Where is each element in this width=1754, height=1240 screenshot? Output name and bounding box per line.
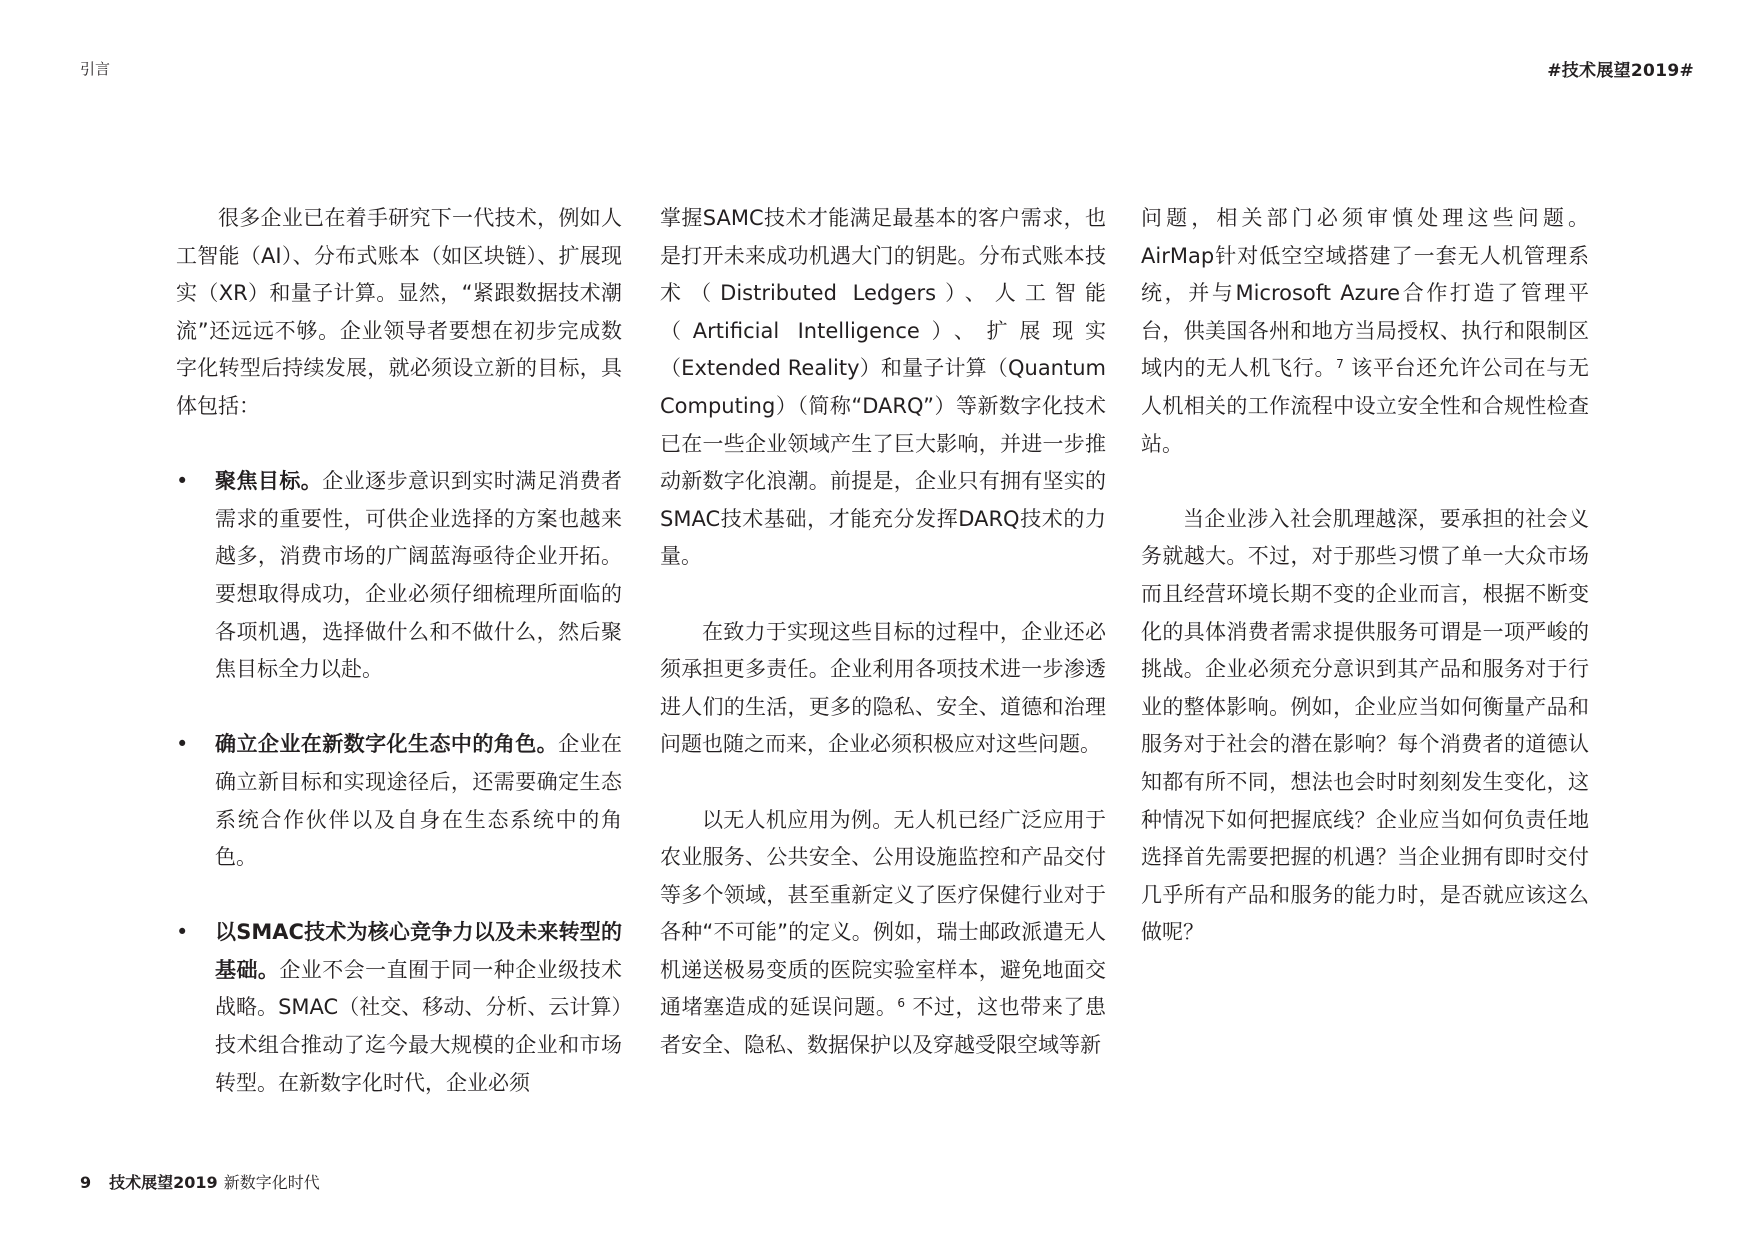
darq-paragraph: 掌握SAMC技术才能满足最基本的客户需求，也是打开未来成功机遇大门的钥匙。分布式账本技术（Distributed Ledgers）、人工智能（Artificial Intelligence）、扩展现实（Extended Reality）和量子计算（Quantum Computing）（简称“DARQ”）等新数字化技术已在一些企业领域产生了巨大影响，并进一步推动新数字化浪潮。前提是，企业只有拥有坚实的SMAC技术基础，才能充分发挥DARQ技术的力量。 [660, 206, 1106, 569]
intro-paragraph: 很多企业已在着手研究下一代技术，例如人工智能（AI）、分布式账本（如区块链）、扩展现实（XR）和量子计算。显然，“紧跟数据技术潮流”还远远不够。企业领导者要想在初步完成数字化转型后持续发展，就必须设立新的目标，具体包括： [176, 206, 622, 418]
column-3 [1141, 200, 1589, 989]
drone-paragraph [660, 802, 1106, 1065]
airmap-text-2: 该平台还允许公司在与无人机相关的工作流程中设立安全性和合规性检查站。 [1141, 356, 1589, 456]
bullet-icon: • [176, 732, 189, 757]
airmap-paragraph [1141, 200, 1589, 463]
footnote-ref-7[interactable]: 7 [1336, 357, 1344, 372]
column-1 [176, 200, 622, 1140]
bullet-lead: 聚焦目标。 [215, 469, 323, 494]
column-2 [660, 200, 1106, 1102]
footnote-ref-6[interactable]: 6 [897, 996, 906, 1011]
airmap-text-1: 问题，相关部门必须审慎处理这些问题。AirMap针对低空空域搭建了一套无人机管理系统，并与Microsoft Azure合作打造了管理平台，供美国各州和地方当局授权、执行和限制区域内的无人机飞行。 [1141, 206, 1589, 381]
drone-text-1: 以无人机应用为例。无人机已经广泛应用于农业服务、公共安全、公用设施监控和产品交付等多个领域，甚至重新定义了医疗保健行业对于各种“不可能”的定义。例如，瑞士邮政派遣无人机递送极易变质的医院实验室样本，避免地面交通堵塞造成的延误问题。 [660, 807, 1106, 1020]
bullet-text: 企业逐步意识到实时满足消费者需求的重要性，可供企业选择的方案也越来越多，消费市场的广阔蓝海亟待企业开拓。要想取得成功，企业必须仔细梳理所面临的各项机遇，选择做什么和不做什么，然后聚焦目标全力以赴。 [215, 469, 623, 682]
goals-list [176, 463, 622, 1102]
bullet-icon: • [176, 469, 189, 494]
responsibility-paragraph: 在致力于实现这些目标的过程中，企业还必须承担更多责任。企业利用各项技术进一步渗透进人们的生活，更多的隐私、安全、道德和治理问题也随之而来，企业必须积极应对这些问题。 [660, 619, 1106, 757]
page-footer [80, 1170, 320, 1193]
bullet-text: 企业在确立新目标和实现途径后，还需要确定生态系统合作伙伴以及自身在生态系统中的角色。 [215, 732, 623, 870]
page-number: 9 [80, 1173, 92, 1192]
goals-list-item [176, 726, 622, 876]
goals-list-item [176, 463, 622, 689]
section-label: 引言 [80, 60, 111, 78]
goals-list-item [176, 914, 622, 1102]
drone-text-2: 不过，这也带来了患者安全、隐私、数据保护以及穿越受限空域等新 [660, 995, 1106, 1058]
bullet-text: 企业不会一直囿于同一种企业级技术战略。SMAC（社交、移动、分析、云计算）技术组合推动了迄今最大规模的企业和市场转型。在新数字化时代，企业必须 [215, 957, 623, 1095]
footer-subtitle: 新数字化时代 [223, 1173, 320, 1192]
bullet-icon: • [176, 920, 189, 945]
bullet-lead: 确立企业在新数字化生态中的角色。 [215, 732, 559, 757]
footer-brand: 技术展望2019 [109, 1173, 218, 1192]
bullet-lead: 以SMAC技术为核心竞争力以及未来转型的基础。 [215, 920, 622, 982]
hashtag-header: #技术展望2019# [1547, 61, 1694, 81]
social-obligation-paragraph: 当企业涉入社会肌理越深，要承担的社会义务就越大。不过，对于那些习惯了单一大众市场而且经营环境长期不变的企业而言，根据不断变化的具体消费者需求提供服务可谓是一项严峻的挑战。企业必须充分意识到其产品和服务对于行业的整体影响。例如，企业应当如何衡量产品和服务对于社会的潜在影响？每个消费者的道德认知都有所不同，想法也会时时刻刻发生变化，这种情况下如何把握底线？企业应当如何负责任地选择首先需要把握的机遇？当企业拥有即时交付几乎所有产品和服务的能力时，是否就应该这么做呢？ [1141, 506, 1589, 945]
